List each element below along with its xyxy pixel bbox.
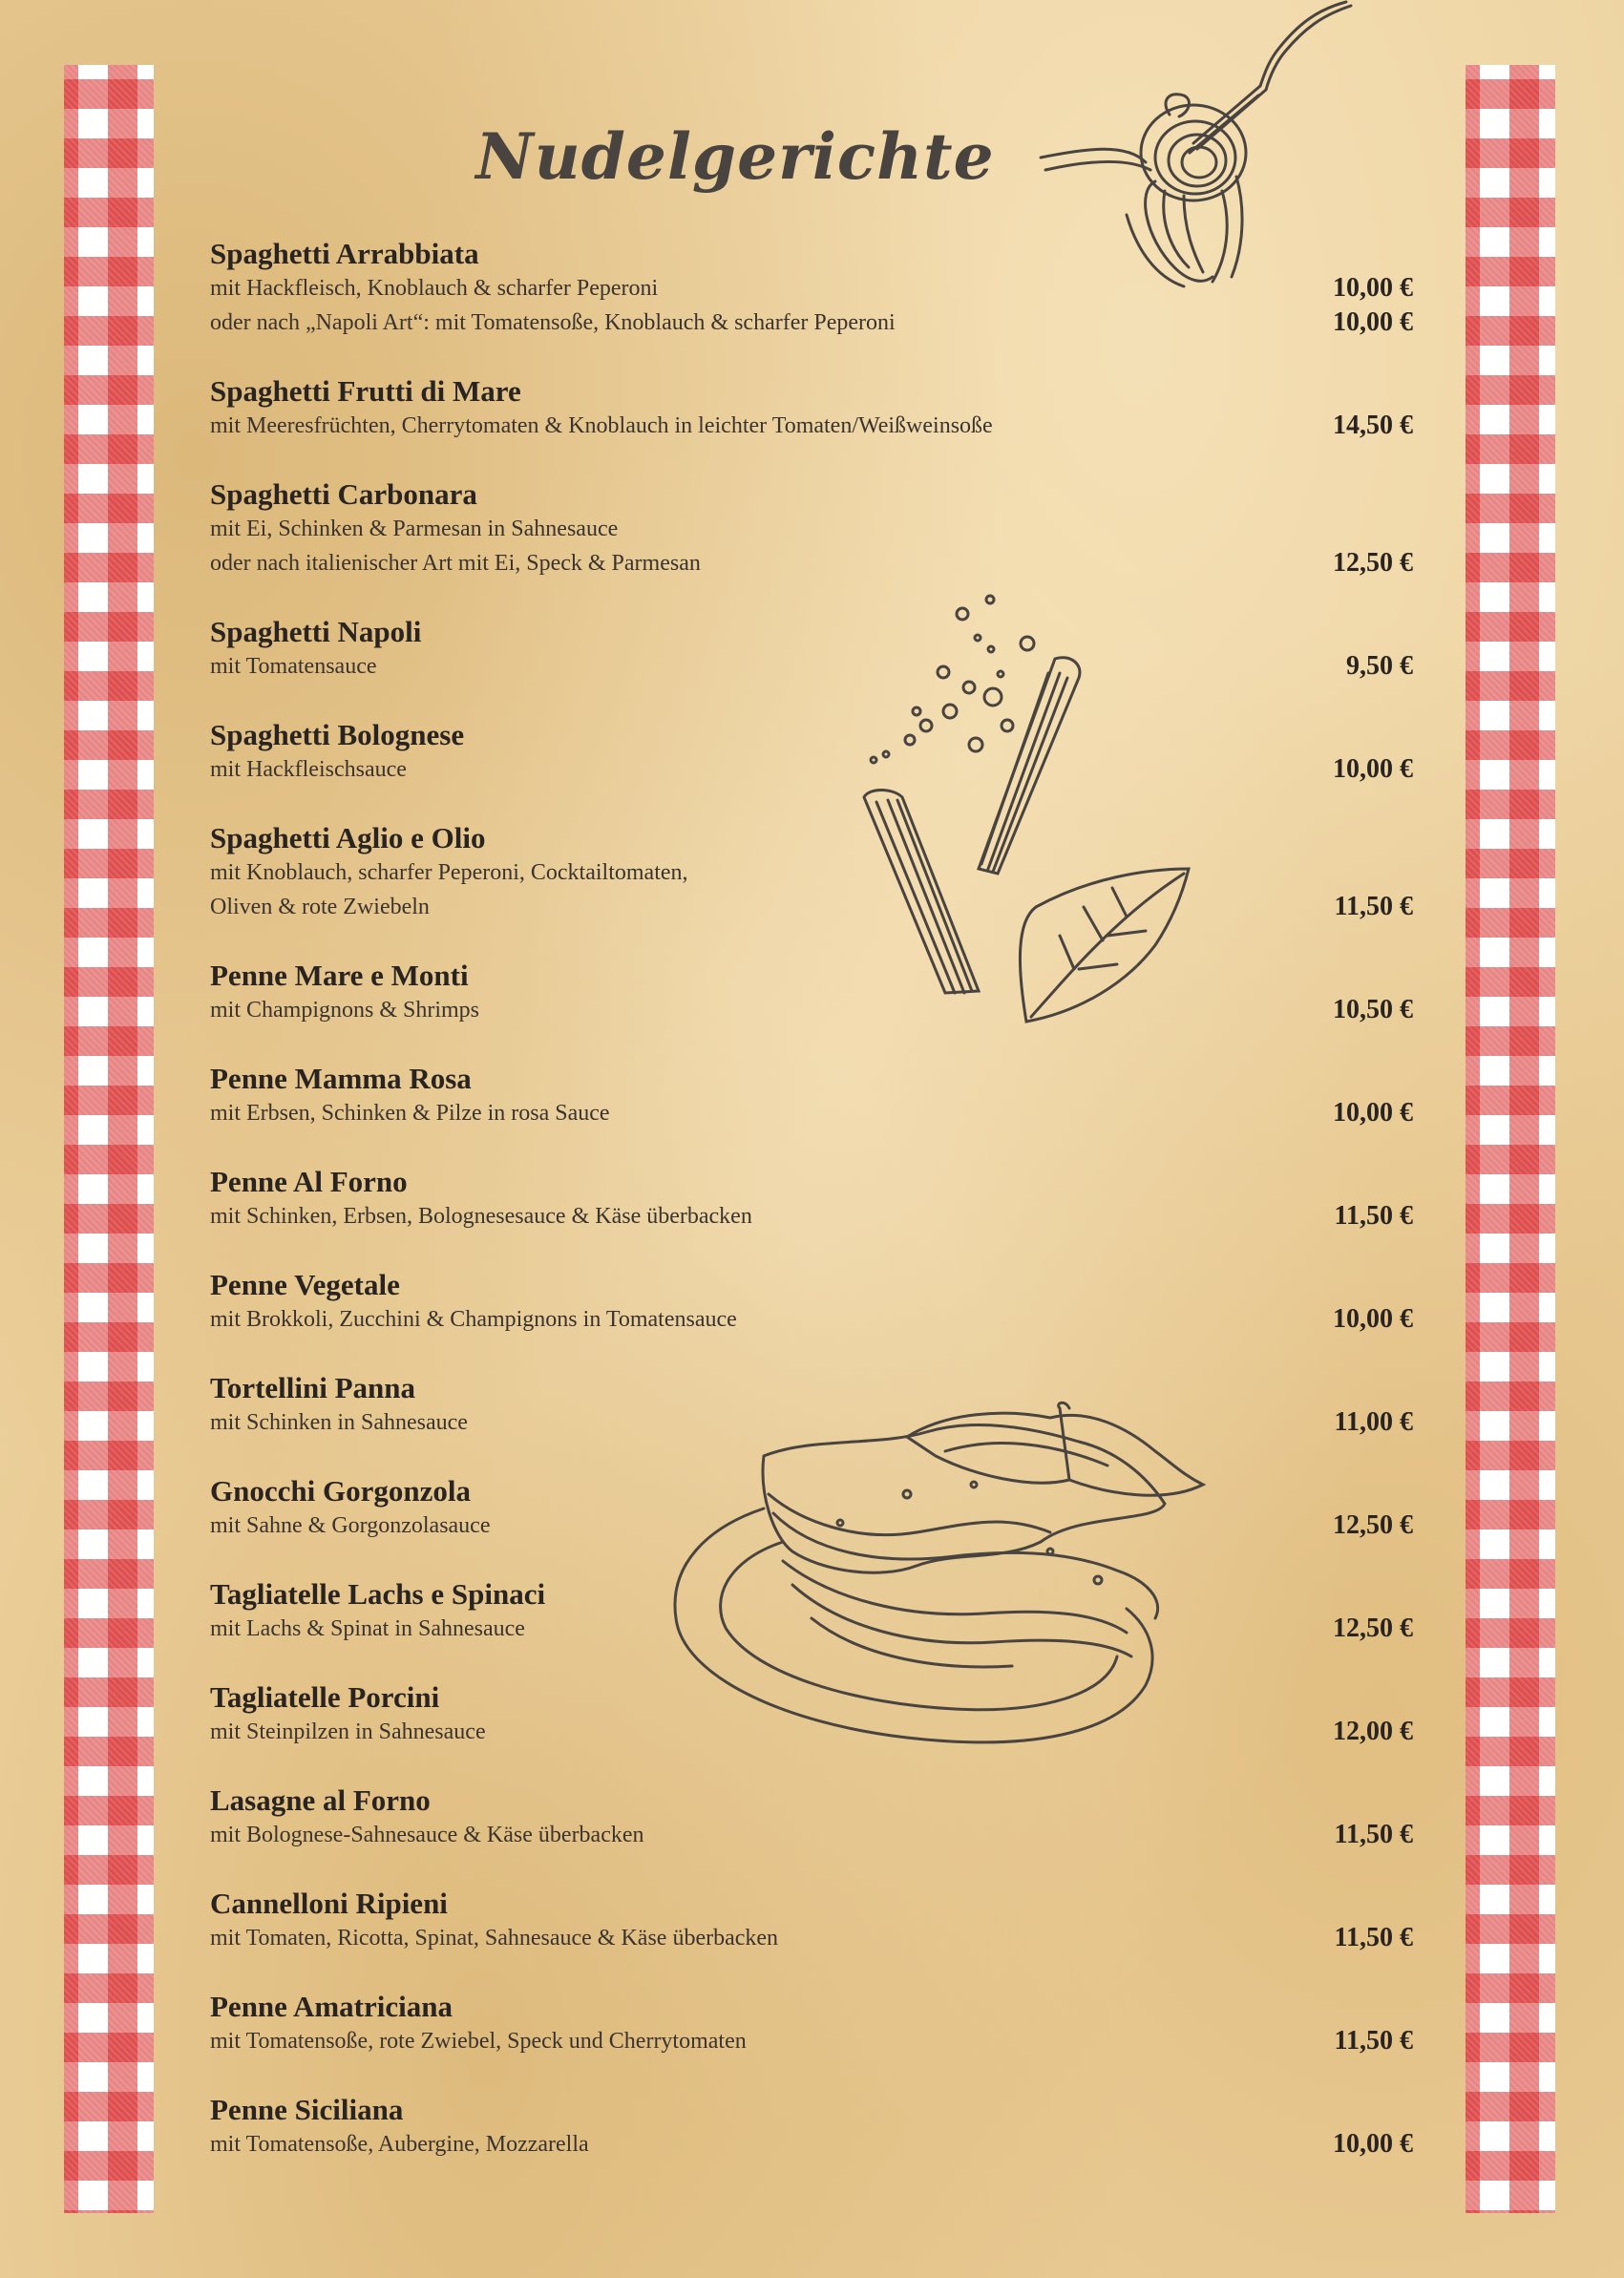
dish-description: mit Schinken in Sahnesauce (210, 1410, 468, 1435)
dish-price: 11,50 € (1334, 1923, 1413, 1952)
dish-price: 11,50 € (1334, 1201, 1413, 1231)
dish-description: mit Tomatensauce (210, 654, 377, 679)
dish-description: mit Tomatensoße, rote Zwiebel, Speck und Cherrytomaten (210, 2029, 747, 2054)
dish-name: Penne Vegetale (210, 1268, 400, 1301)
dish-description: mit Brokkoli, Zucchini & Champignons in Tomatensauce (210, 1307, 737, 1332)
dish-name: Penne Al Forno (210, 1165, 408, 1198)
dish-price: 12,50 € (1333, 1510, 1413, 1540)
dish-description: mit Steinpilzen in Sahnesauce (210, 1719, 486, 1744)
dish-name: Penne Mamma Rosa (210, 1062, 472, 1095)
dish-description: mit Hackfleisch, Knoblauch & scharfer Peperoni (210, 276, 659, 301)
dish-description: oder nach italienischer Art mit Ei, Speck & Parmesan (210, 551, 701, 576)
menu-item (210, 1577, 1413, 1680)
dish-description: mit Hackfleischsauce (210, 757, 407, 782)
dish-description: mit Bolognese-Sahnesauce & Käse überbacken (210, 1823, 644, 1847)
dish-price: 12,50 € (1333, 548, 1413, 578)
dish-name: Tagliatelle Lachs e Spinaci (210, 1577, 546, 1611)
menu-item (210, 1474, 1413, 1577)
dish-name: Spaghetti Carbonara (210, 477, 477, 511)
dish-price: 10,50 € (1333, 995, 1413, 1024)
dish-description: mit Ei, Schinken & Parmesan in Sahnesauce (210, 517, 619, 541)
menu-item (210, 959, 1413, 1062)
dish-description: mit Champignons & Shrimps (210, 998, 480, 1023)
dish-description: mit Tomaten, Ricotta, Spinat, Sahnesauce & Käse überbacken (210, 1926, 779, 1951)
menu-item (210, 1062, 1413, 1165)
menu-item (210, 237, 1413, 340)
dish-price: 10,00 € (1333, 2129, 1413, 2159)
menu-item (210, 1887, 1413, 1990)
checkered-border-left (64, 65, 154, 2213)
menu-item (210, 615, 1413, 718)
dish-name: Penne Siciliana (210, 2093, 404, 2126)
dish-name: Spaghetti Napoli (210, 615, 422, 648)
dish-name: Penne Mare e Monti (210, 959, 469, 992)
dish-name: Spaghetti Frutti di Mare (210, 374, 521, 408)
menu-list (210, 237, 1413, 2196)
dish-name: Lasagne al Forno (210, 1783, 431, 1817)
dish-price: 10,00 € (1333, 1098, 1413, 1128)
dish-description: mit Sahne & Gorgonzolasauce (210, 1513, 491, 1538)
dish-price: 10,00 € (1333, 1304, 1413, 1334)
checkered-border-right (1466, 65, 1555, 2213)
menu-item (210, 821, 1413, 959)
dish-name: Spaghetti Bolognese (210, 718, 465, 751)
dish-price: 12,00 € (1333, 1717, 1413, 1746)
menu-item (210, 1680, 1413, 1783)
dish-description: oder nach „Napoli Art“: mit Tomatensoße, Knoblauch & scharfer Peperoni (210, 310, 896, 335)
dish-price: 12,50 € (1333, 1614, 1413, 1643)
dish-description: mit Erbsen, Schinken & Pilze in rosa Sauce (210, 1101, 610, 1126)
dish-description: mit Meeresfrüchten, Cherrytomaten & Knoblauch in leichter Tomaten/Weißweinsoße (210, 413, 993, 438)
dish-name: Spaghetti Arrabbiata (210, 237, 479, 270)
page-title: Nudelgerichte (475, 119, 995, 194)
menu-item (210, 2093, 1413, 2196)
dish-description: mit Knoblauch, scharfer Peperoni, Cocktailtomaten, (210, 860, 688, 885)
dish-price: 11,00 € (1334, 1407, 1413, 1437)
menu-item (210, 477, 1413, 615)
dish-price: 10,00 € (1333, 754, 1413, 784)
dish-description: mit Schinken, Erbsen, Bolognesesauce & Käse überbacken (210, 1204, 752, 1229)
menu-item (210, 1990, 1413, 2093)
menu-item (210, 1268, 1413, 1371)
dish-name: Spaghetti Aglio e Olio (210, 821, 486, 854)
dish-price: 11,50 € (1334, 2026, 1413, 2056)
dish-name: Tagliatelle Porcini (210, 1680, 440, 1714)
dish-name: Tortellini Panna (210, 1371, 416, 1404)
dish-price: 11,50 € (1334, 892, 1413, 921)
menu-item (210, 1783, 1413, 1887)
dish-price: 14,50 € (1333, 411, 1413, 440)
dish-description: Oliven & rote Zwiebeln (210, 895, 430, 919)
dish-name: Cannelloni Ripieni (210, 1887, 448, 1920)
dish-description: mit Lachs & Spinat in Sahnesauce (210, 1616, 525, 1641)
menu-item (210, 374, 1413, 477)
dish-name: Penne Amatriciana (210, 1990, 453, 2023)
dish-description: mit Tomatensoße, Aubergine, Mozzarella (210, 2132, 589, 2157)
dish-price: 10,00 € (1333, 307, 1413, 337)
dish-price: 9,50 € (1346, 651, 1413, 681)
dish-price: 10,00 € (1333, 273, 1413, 303)
dish-name: Gnocchi Gorgonzola (210, 1474, 471, 1508)
dish-price: 11,50 € (1334, 1820, 1413, 1849)
menu-item (210, 1165, 1413, 1268)
menu-item (210, 718, 1413, 821)
menu-item (210, 1371, 1413, 1474)
